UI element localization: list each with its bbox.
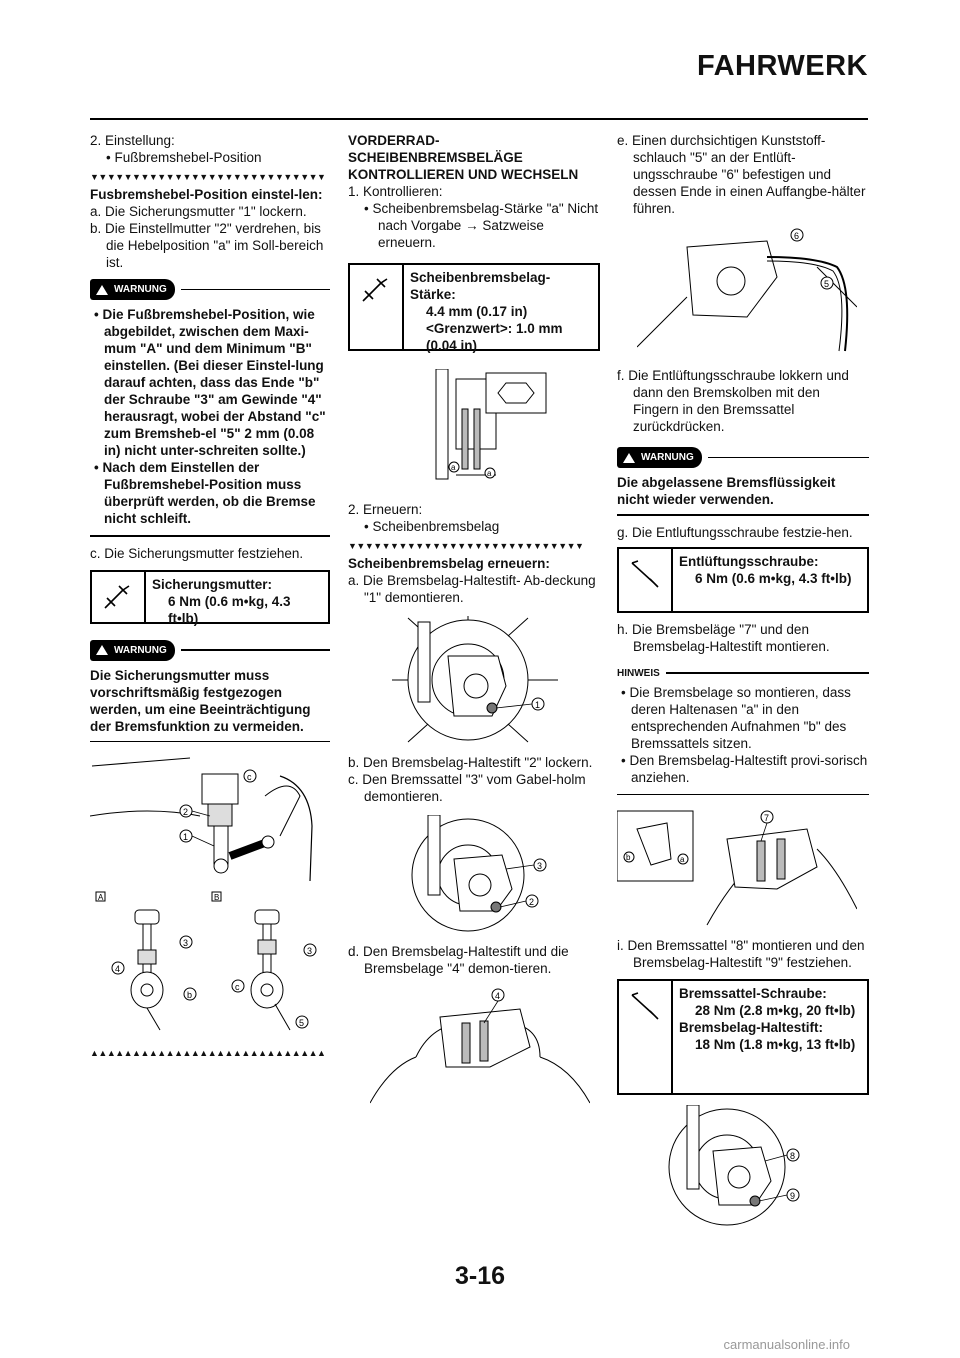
svg-text:A: A bbox=[98, 893, 104, 902]
figure-pad-install bbox=[617, 809, 869, 927]
warning-bullet-1: • Die Fußbremshebel-Position, wie abgebildet, zwischen dem Maxi-mum "A" und dem Minimum "B" einstellen. (Bei dieser Einstel-lung darauf achten, dass das Ende "b" der Schraube "3" am Gewinde "4" herausragt, wobei der Abstand "c" zum Bremsheb-el "5" 2 mm (0.08 in) nicht unter-schreiten sollte.) bbox=[94, 307, 326, 458]
spec-limit: <Grenzwert>: 1.0 mm (0.04 in) bbox=[426, 321, 563, 353]
svg-text:8: 8 bbox=[790, 1151, 796, 1161]
svg-text:a: a bbox=[451, 463, 456, 472]
figure-pad-pin-cover bbox=[388, 616, 600, 744]
svg-text:b: b bbox=[187, 990, 193, 1000]
spec-value: 4.4 mm (0.17 in) bbox=[426, 304, 528, 319]
figure-brake-pedal bbox=[90, 756, 330, 886]
column-1 bbox=[90, 132, 330, 1058]
procedure-start-marker: ▼▼▼▼▼▼▼▼▼▼▼▼▼▼▼▼▼▼▼▼▼▼▼▼▼▼▼▼ bbox=[90, 172, 326, 182]
warning-badge: WARNUNG bbox=[617, 447, 702, 468]
warning-text: Die abgelassene Bremsflüssigkeit nicht wieder verwenden. bbox=[617, 475, 836, 507]
divider bbox=[617, 794, 869, 796]
svg-text:7: 7 bbox=[764, 813, 770, 823]
spec-title: Scheibenbremsbelag-Stärke: bbox=[410, 270, 551, 302]
torque-wrench-icon bbox=[92, 572, 146, 622]
svg-text:9: 9 bbox=[790, 1191, 796, 1201]
page-title: FAHRWERK bbox=[696, 50, 868, 82]
figure-adjuster-positions bbox=[90, 890, 330, 1040]
warning-icon bbox=[96, 285, 108, 295]
figure-caliper-install bbox=[647, 1105, 869, 1231]
procedure-end-marker: ▲▲▲▲▲▲▲▲▲▲▲▲▲▲▲▲▲▲▲▲▲▲▲▲▲▲▲▲ bbox=[90, 1048, 326, 1058]
header-rule bbox=[90, 118, 868, 120]
step-h: h. Die Bremsbeläge "7" und den Bremsbelag-Haltestift montieren. bbox=[617, 621, 830, 654]
section-title: VORDERRAD-SCHEIBENBREMSBELÄGE KONTROLLIEREN UND WECHSELN bbox=[348, 133, 579, 182]
step-i: i. Den Bremssattel "8" montieren und den Bremsbelag-Haltestift "9" festziehen. bbox=[617, 938, 865, 970]
warning-icon bbox=[623, 453, 635, 463]
svg-text:6: 6 bbox=[794, 231, 800, 241]
svg-text:a: a bbox=[487, 469, 492, 478]
callout-1: 1 bbox=[183, 832, 189, 842]
spec-value: 18 Nm (1.8 m•kg, 13 ft•lb) bbox=[695, 1037, 856, 1052]
procedure-title: Fusbremshebel-Position einstel-len: bbox=[90, 187, 323, 202]
spec-box-bleed-screw bbox=[617, 547, 869, 613]
step-1: 1. Kontrollieren: bbox=[348, 184, 443, 199]
warning-icon bbox=[96, 645, 108, 655]
svg-text:3: 3 bbox=[183, 938, 189, 948]
warning-badge: WARNUNG bbox=[90, 640, 175, 661]
callout-c: c bbox=[247, 772, 252, 782]
warning-header-2 bbox=[90, 640, 330, 661]
warning-badge: WARNUNG bbox=[90, 279, 175, 300]
step-f: f. Die Entlüftungsschraube lokkern und dann den Bremskolben mit den Fingern in den Bremssattel zurückdrücken. bbox=[617, 368, 849, 434]
spec-box-pad-thickness bbox=[348, 263, 600, 351]
figure-pad-removal bbox=[370, 987, 600, 1107]
svg-text:3: 3 bbox=[307, 946, 313, 956]
step-b: b. Die Einstellmutter "2" verdrehen, bis die Hebelposition "a" im Soll-bereich ist. bbox=[90, 221, 324, 270]
step-c: c. Den Bremssattel "3" vom Gabel-holm demontieren. bbox=[348, 772, 586, 804]
svg-text:2: 2 bbox=[529, 897, 535, 907]
bullet: • Fußbremshebel-Position bbox=[106, 150, 262, 165]
column-3 bbox=[617, 132, 869, 1231]
warning-header bbox=[90, 279, 330, 300]
warning-header bbox=[617, 447, 869, 468]
figure-pad-thickness bbox=[416, 369, 600, 487]
step-d: d. Den Bremsbelag-Haltestift und die Bremsbelage "4" demon-tieren. bbox=[348, 944, 569, 976]
spec-title: Sicherungsmutter: bbox=[152, 576, 273, 592]
svg-text:5: 5 bbox=[824, 279, 830, 289]
spec-value: 6 Nm (0.6 m•kg, 4.3 ft•lb) bbox=[168, 593, 291, 626]
svg-text:a: a bbox=[680, 855, 685, 864]
step-a: a. Die Sicherungsmutter "1" lockern. bbox=[90, 204, 307, 219]
divider bbox=[617, 514, 869, 516]
figure-caliper-removal bbox=[388, 815, 600, 933]
bullet: • Scheibenbremsbelag bbox=[364, 519, 500, 534]
step-a: a. Die Bremsbelag-Haltestift- Ab-deckung "1" demontieren. bbox=[348, 573, 596, 605]
page-number: 3-16 bbox=[454, 1262, 506, 1290]
spec-title: Bremssattel-Schraube: bbox=[679, 986, 827, 1001]
procedure-start-marker: ▼▼▼▼▼▼▼▼▼▼▼▼▼▼▼▼▼▼▼▼▼▼▼▼▼▼▼▼ bbox=[348, 541, 584, 551]
spec-title: Entlüftungsschraube: bbox=[679, 553, 819, 569]
column-2 bbox=[348, 132, 600, 1107]
warning-text: Die Sicherungsmutter muss vorschriftsmäßig festgezogen werden, um eine Beeinträchtigung der Bremsfunktion zu vermeiden. bbox=[90, 667, 311, 734]
footer-watermark: carmanualsonline.info bbox=[723, 1337, 850, 1352]
svg-text:1: 1 bbox=[535, 700, 541, 710]
warning-bullet-2: • Nach dem Einstellen der Fußbremshebel-Position muss überprüft werden, ob die Bremse nicht schleift. bbox=[94, 460, 316, 526]
spec-value: 6 Nm (0.6 m•kg, 4.3 ft•lb) bbox=[695, 570, 852, 586]
divider bbox=[90, 741, 330, 743]
step-g: g. Die Entluftungsschraube festzie-hen. bbox=[617, 524, 853, 540]
note-bullet-1: • Die Bremsbelage so montieren, dass deren Haltenasen "a" in den entsprechenden Aufnahmen "b" des Bremssattels sitzen. bbox=[621, 684, 851, 751]
figure-bleed-hose bbox=[637, 227, 869, 355]
spec-value: 28 Nm (2.8 m•kg, 20 ft•lb) bbox=[695, 1003, 856, 1018]
step-b: b. Den Bremsbelag-Haltestift "2" lockern. bbox=[348, 755, 593, 770]
svg-text:4: 4 bbox=[495, 991, 501, 1001]
svg-text:5: 5 bbox=[299, 1018, 305, 1028]
spec-box-caliper bbox=[617, 979, 869, 1095]
divider bbox=[90, 535, 330, 537]
svg-text:4: 4 bbox=[115, 964, 121, 974]
note-header: HINWEIS bbox=[617, 665, 869, 682]
svg-text:b: b bbox=[626, 853, 631, 862]
torque-wrench-icon bbox=[619, 549, 673, 611]
step-2: 2. Einstellung: bbox=[90, 133, 175, 148]
step-e: e. Einen durchsichtigen Kunststoff-schlauch "5" an der Entlüft-ungsschraube "6" befestigen und dessen Ende in einen Auffangbe-hälter führen. bbox=[617, 133, 866, 216]
svg-text:c: c bbox=[235, 982, 240, 992]
svg-text:B: B bbox=[214, 893, 220, 902]
measure-icon bbox=[350, 265, 404, 349]
callout-2: 2 bbox=[183, 807, 189, 817]
spec-box-sicherungsmutter bbox=[90, 570, 330, 624]
procedure-title: Scheibenbremsbelag erneuern: bbox=[348, 556, 550, 571]
torque-wrench-icon bbox=[619, 981, 673, 1093]
step-c: c. Die Sicherungsmutter festziehen. bbox=[90, 545, 304, 561]
note-bullet-2: • Den Bremsbelag-Haltestift provi-sorisch anziehen. bbox=[621, 752, 868, 785]
svg-text:3: 3 bbox=[537, 861, 543, 871]
spec-title: Bremsbelag-Haltestift: bbox=[679, 1020, 824, 1035]
bullet: • Scheibenbremsbelag-Stärke "a" Nicht nach Vorgabe → Satzweise erneuern. bbox=[364, 201, 599, 250]
step-2: 2. Erneuern: bbox=[348, 502, 423, 517]
